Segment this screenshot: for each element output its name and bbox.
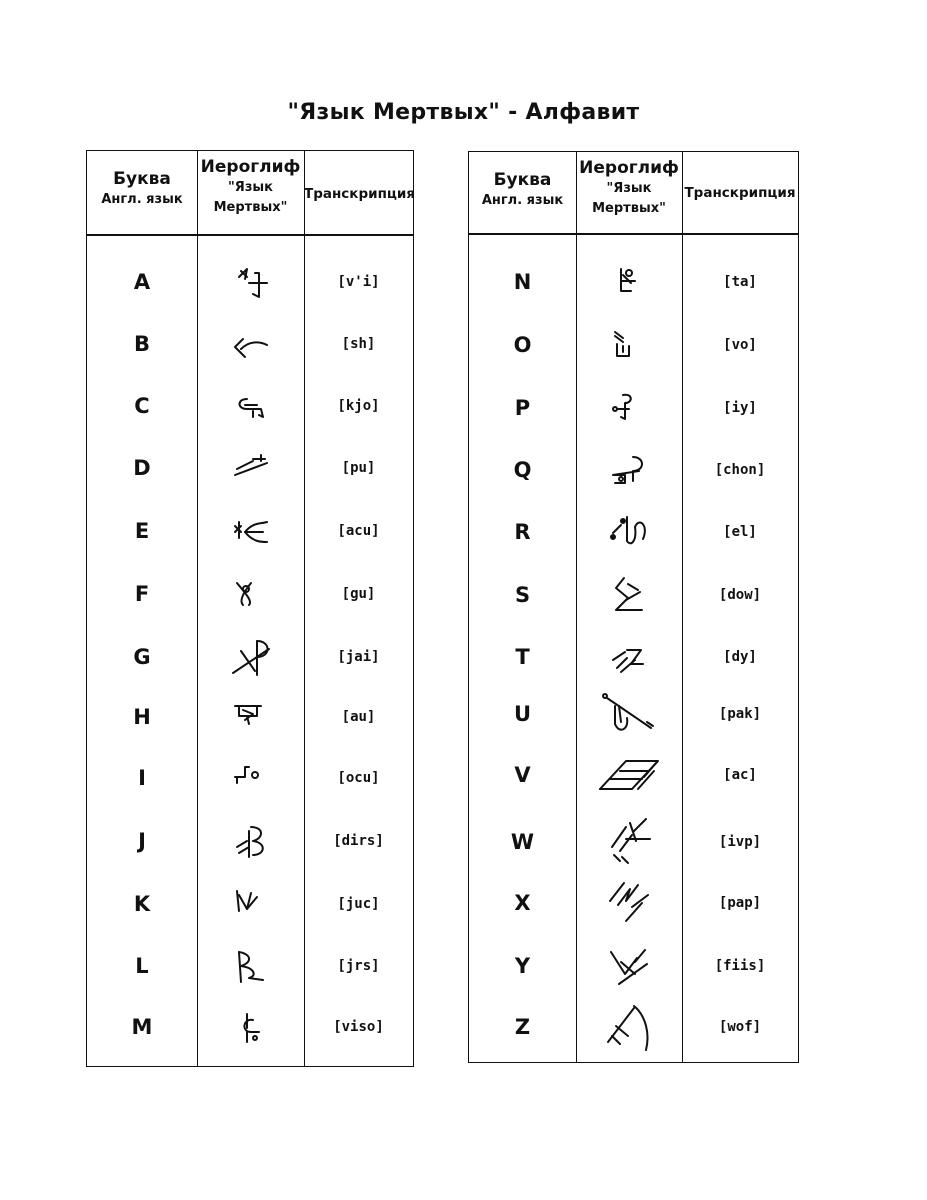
header-letter-main: Буква: [113, 169, 171, 189]
table-row: [87, 437, 413, 499]
table-row: [469, 439, 798, 501]
glyph-y-icon: [576, 935, 682, 997]
header-glyph-sub-2: Мертвых": [592, 201, 666, 216]
letter-cell: Z: [514, 1015, 531, 1039]
header-glyph-sub-2: Мертвых": [213, 200, 288, 215]
letter-cell: G: [133, 645, 151, 669]
header-glyph-sub-1: "Язык: [606, 181, 652, 196]
letter-cell: H: [133, 705, 151, 729]
letter-cell: P: [514, 396, 531, 420]
transcription-cell: [fiis]: [714, 958, 766, 974]
header-transcription-label: Транскрипция: [684, 185, 796, 201]
header-letter: [87, 169, 197, 207]
transcription-cell: [v'i]: [337, 274, 380, 290]
table-row: [87, 686, 413, 748]
glyph-k-icon: [197, 873, 304, 935]
glyph-f-icon-drawing: [233, 579, 269, 609]
transcription-cell: [wof]: [718, 1019, 762, 1035]
glyph-k-icon-drawing: [233, 889, 269, 919]
glyph-t-icon-drawing: [611, 642, 647, 672]
letter-cell: B: [133, 332, 150, 356]
letter-cell: V: [514, 763, 531, 787]
table-row: [87, 500, 413, 562]
glyph-h-icon-drawing: [233, 702, 269, 732]
glyph-c-icon: [197, 375, 304, 437]
glyph-y-icon-drawing: [609, 944, 649, 988]
glyph-g-icon: [197, 626, 304, 688]
glyph-s-icon-drawing: [612, 576, 646, 614]
transcription-cell: [dirs]: [333, 833, 384, 849]
header-glyph-sub-1: "Язык: [228, 180, 273, 195]
letter-cell: Y: [514, 954, 531, 978]
glyph-p-icon: [576, 377, 682, 439]
glyph-d-icon-drawing: [233, 453, 269, 483]
letter-cell: S: [514, 583, 531, 607]
transcription-cell: [ivp]: [718, 834, 762, 850]
glyph-i-icon-drawing: [233, 763, 269, 793]
table-row: [87, 626, 413, 688]
glyph-a-icon-drawing: [233, 267, 269, 297]
glyph-z-icon-drawing: [606, 1000, 652, 1054]
glyph-o-icon-drawing: [611, 330, 647, 360]
glyph-h-icon: [197, 686, 304, 748]
table-row: [87, 873, 413, 935]
page-title: "Язык Мертвых" - Алфавит: [287, 100, 640, 125]
transcription-cell: [viso]: [333, 1019, 384, 1035]
glyph-t-icon: [576, 626, 682, 688]
letter-cell: R: [514, 520, 531, 544]
glyph-l-icon-drawing: [235, 948, 267, 984]
glyph-j-icon-drawing: [235, 823, 267, 859]
transcription-cell: [jai]: [337, 649, 380, 665]
transcription-cell: [pu]: [341, 460, 376, 476]
header-glyph: [197, 157, 304, 215]
header-glyph-main: Иероглиф: [579, 158, 679, 178]
transcription-cell: [juc]: [337, 896, 380, 912]
letter-cell: D: [133, 456, 151, 480]
glyph-e-icon: [197, 500, 304, 562]
glyph-f-icon: [197, 563, 304, 625]
letter-cell: Q: [513, 458, 532, 482]
table-row: [469, 377, 798, 439]
transcription-cell: [chon]: [714, 462, 766, 478]
glyph-i-icon: [197, 747, 304, 809]
glyph-n-icon: [576, 251, 682, 313]
glyph-b-icon: [197, 313, 304, 375]
letter-cell: C: [134, 394, 150, 418]
glyph-r-icon: [576, 501, 682, 563]
header-transcription-label: Транскрипция: [304, 186, 416, 202]
transcription-cell: [pak]: [718, 706, 762, 722]
letter-cell: X: [514, 891, 531, 915]
table-row: [87, 563, 413, 625]
transcription-cell: [au]: [341, 709, 376, 725]
transcription-cell: [vo]: [723, 337, 757, 353]
table-row: [469, 935, 798, 997]
table-row: [469, 501, 798, 563]
letter-cell: E: [134, 519, 150, 543]
glyph-g-icon-drawing: [231, 635, 271, 679]
letter-cell: T: [515, 645, 530, 669]
letter-cell: A: [133, 270, 151, 294]
glyph-b-icon-drawing: [233, 329, 269, 359]
glyph-v-icon-drawing: [598, 755, 660, 795]
table-row: [87, 747, 413, 809]
transcription-cell: [kjo]: [337, 398, 380, 414]
glyph-m-icon-drawing: [239, 1010, 263, 1044]
letter-cell: L: [135, 954, 149, 978]
table-row: [469, 811, 798, 873]
table-row: [469, 683, 798, 745]
table-row: [469, 626, 798, 688]
glyph-j-icon: [197, 810, 304, 872]
header-letter-sub: Англ. язык: [481, 193, 564, 208]
table-row: [87, 375, 413, 437]
glyph-d-icon: [197, 437, 304, 499]
transcription-cell: [ta]: [723, 274, 757, 290]
glyph-a-icon: [197, 251, 304, 313]
transcription-cell: [dy]: [723, 649, 757, 665]
glyph-n-icon-drawing: [611, 267, 647, 297]
table-row: [469, 314, 798, 376]
glyph-x-icon: [576, 872, 682, 934]
table-row: [469, 744, 798, 806]
transcription-cell: [iy]: [723, 400, 757, 416]
glyph-m-icon: [197, 996, 304, 1058]
transcription-cell: [pap]: [718, 895, 762, 911]
table-row: [469, 996, 798, 1058]
header-glyph: [576, 158, 682, 216]
glyph-r-icon-drawing: [609, 515, 649, 549]
glyph-w-icon: [576, 811, 682, 873]
header-letter: [469, 170, 576, 208]
letter-cell: J: [138, 829, 146, 853]
glyph-l-icon: [197, 935, 304, 997]
glyph-q-icon: [576, 439, 682, 501]
transcription-cell: [dow]: [718, 587, 762, 603]
transcription-cell: [el]: [723, 524, 757, 540]
table-row: [87, 996, 413, 1058]
glyph-q-icon-drawing: [611, 455, 647, 485]
glyph-c-icon-drawing: [233, 391, 269, 421]
transcription-cell: [ac]: [723, 767, 757, 783]
letter-cell: K: [133, 892, 151, 916]
table-row: [87, 810, 413, 872]
transcription-cell: [ocu]: [337, 770, 380, 786]
transcription-cell: [jrs]: [337, 958, 380, 974]
letter-cell: W: [510, 830, 535, 854]
transcription-cell: [gu]: [341, 586, 376, 602]
glyph-o-icon: [576, 314, 682, 376]
header-glyph-main: Иероглиф: [200, 157, 301, 177]
glyph-e-icon-drawing: [233, 516, 269, 546]
glyph-v-icon: [576, 744, 682, 806]
glyph-z-icon: [576, 996, 682, 1058]
glyph-x-icon-drawing: [608, 881, 650, 925]
header-letter-main: Буква: [493, 170, 552, 190]
header-transcription: [682, 185, 798, 201]
table-row: [469, 251, 798, 313]
alphabet-table-left: [86, 150, 414, 1067]
transcription-cell: [acu]: [337, 523, 380, 539]
header-transcription: [304, 186, 416, 202]
table-row: [87, 313, 413, 375]
table-row: [469, 564, 798, 626]
glyph-s-icon: [576, 564, 682, 626]
table-row: [87, 935, 413, 997]
glyph-u-icon-drawing: [601, 692, 657, 736]
letter-cell: M: [131, 1015, 153, 1039]
table-row: [87, 251, 413, 313]
letter-cell: N: [513, 270, 532, 294]
glyph-p-icon-drawing: [611, 393, 647, 423]
header-letter-sub: Англ. язык: [101, 192, 183, 207]
letter-cell: U: [513, 702, 532, 726]
table-row: [469, 872, 798, 934]
transcription-cell: [sh]: [341, 336, 376, 352]
glyph-u-icon: [576, 683, 682, 745]
letter-cell: I: [138, 766, 146, 790]
letter-cell: O: [513, 333, 532, 357]
alphabet-table-right: [468, 151, 799, 1063]
letter-cell: F: [134, 582, 150, 606]
glyph-w-icon-drawing: [606, 817, 652, 867]
